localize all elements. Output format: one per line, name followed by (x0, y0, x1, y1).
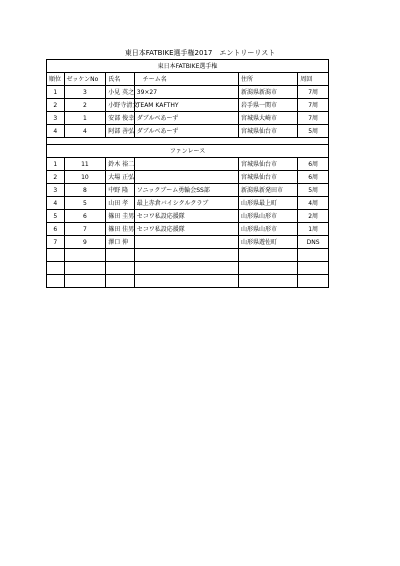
name-cell: 澤口 伸 (106, 236, 135, 249)
col-header-bib: ゼッケンNo (64, 73, 106, 86)
address-cell: 岩手県一関市 (238, 99, 297, 112)
name-cell: 鈴木 裕二 (106, 158, 135, 171)
table-row (47, 197, 329, 210)
address-cell: 新潟県新潟市 (238, 86, 297, 99)
col-header-team: チーム名 (134, 73, 238, 86)
team-cell: 39×27 (134, 86, 238, 99)
laps-cell: 1周 (298, 223, 329, 236)
rank-cell: 2 (47, 99, 65, 112)
laps-cell: 6周 (298, 158, 329, 171)
table-row (47, 210, 329, 223)
bib-cell: 4 (64, 125, 106, 138)
entry-list-table (46, 59, 329, 288)
bib-cell: 5 (64, 197, 106, 210)
col-header-address: 住所 (238, 73, 297, 86)
address-cell: 宮城県大崎市 (238, 112, 297, 125)
section-spacer (47, 138, 329, 145)
bib-cell: 3 (64, 86, 106, 99)
team-cell: TEAM KAFTHY (134, 99, 238, 112)
col-header-rank: 順位 (47, 73, 65, 86)
name-cell: 篠田 佳男 (106, 223, 135, 236)
rank-cell: 6 (47, 223, 65, 236)
address-cell: 新潟県新発田市 (238, 184, 297, 197)
name-cell: 小見 英之 (106, 86, 135, 99)
name-cell: 山田 孝 (106, 197, 135, 210)
bib-cell: 7 (64, 223, 106, 236)
table-row (47, 86, 329, 99)
table-row (47, 223, 329, 236)
rank-cell: 3 (47, 184, 65, 197)
rank-cell: 4 (47, 125, 65, 138)
name-cell: 安部 俊幸 (106, 112, 135, 125)
document-title: 東日本FATBIKE選手権2017 エントリーリスト (124, 49, 276, 57)
bib-cell: 10 (64, 171, 106, 184)
team-cell: セコワ私設応援隊 (134, 210, 238, 223)
rank-cell: 1 (47, 158, 65, 171)
team-cell: セコワ私設応援隊 (134, 223, 238, 236)
name-cell: 中野 隆 (106, 184, 135, 197)
table-row (47, 236, 329, 249)
laps-cell: 2周 (298, 210, 329, 223)
address-cell: 山形県山形市 (238, 223, 297, 236)
bib-cell: 1 (64, 112, 106, 125)
championship-heading: 東日本FATBIKE選手権 (47, 60, 329, 73)
name-cell: 大場 正弘 (106, 171, 135, 184)
rank-cell: 1 (47, 86, 65, 99)
address-cell: 宮城県仙台市 (238, 158, 297, 171)
team-cell (134, 158, 238, 171)
laps-cell: DNS (298, 236, 329, 249)
team-cell: ソニックブーム勇輪会SS部 (134, 184, 238, 197)
column-header-row (47, 73, 329, 86)
name-cell: 阿部 善弘 (106, 125, 135, 138)
bib-cell: 9 (64, 236, 106, 249)
empty-row (47, 249, 329, 262)
address-cell: 宮城県仙台市 (238, 171, 297, 184)
name-cell: 小野寺清文 (106, 99, 135, 112)
team-cell (134, 236, 238, 249)
championship-heading-row (47, 60, 329, 73)
laps-cell: 7周 (298, 112, 329, 125)
table-row (47, 171, 329, 184)
team-cell (134, 171, 238, 184)
laps-cell: 5周 (298, 125, 329, 138)
bib-cell: 8 (64, 184, 106, 197)
laps-cell: 4周 (298, 197, 329, 210)
table-row (47, 99, 329, 112)
table-row (47, 112, 329, 125)
laps-cell: 6周 (298, 171, 329, 184)
table-row (47, 184, 329, 197)
bib-cell: 6 (64, 210, 106, 223)
team-cell: ダブルベあーず (134, 112, 238, 125)
bib-cell: 11 (64, 158, 106, 171)
rank-cell: 3 (47, 112, 65, 125)
laps-cell: 7周 (298, 99, 329, 112)
laps-cell: 7周 (298, 86, 329, 99)
table-row (47, 125, 329, 138)
col-header-name: 氏名 (106, 73, 135, 86)
col-header-laps: 周回 (298, 73, 329, 86)
rank-cell: 2 (47, 171, 65, 184)
bib-cell: 2 (64, 99, 106, 112)
laps-cell: 5周 (298, 184, 329, 197)
address-cell: 宮城県仙台市 (238, 125, 297, 138)
fun-race-heading-row (47, 145, 329, 158)
fun-race-heading: ファンレース (47, 145, 329, 158)
rank-cell: 4 (47, 197, 65, 210)
rank-cell: 5 (47, 210, 65, 223)
empty-row (47, 262, 329, 275)
rank-cell: 7 (47, 236, 65, 249)
address-cell: 山形県最上町 (238, 197, 297, 210)
team-cell: 最上赤倉バイシクルクラブ (134, 197, 238, 210)
address-cell: 山形県山形市 (238, 210, 297, 223)
table-row (47, 158, 329, 171)
team-cell: ダブルベあーず (134, 125, 238, 138)
empty-row (47, 275, 329, 288)
address-cell: 山形県遊佐町 (238, 236, 297, 249)
name-cell: 篠田 圭男 (106, 210, 135, 223)
